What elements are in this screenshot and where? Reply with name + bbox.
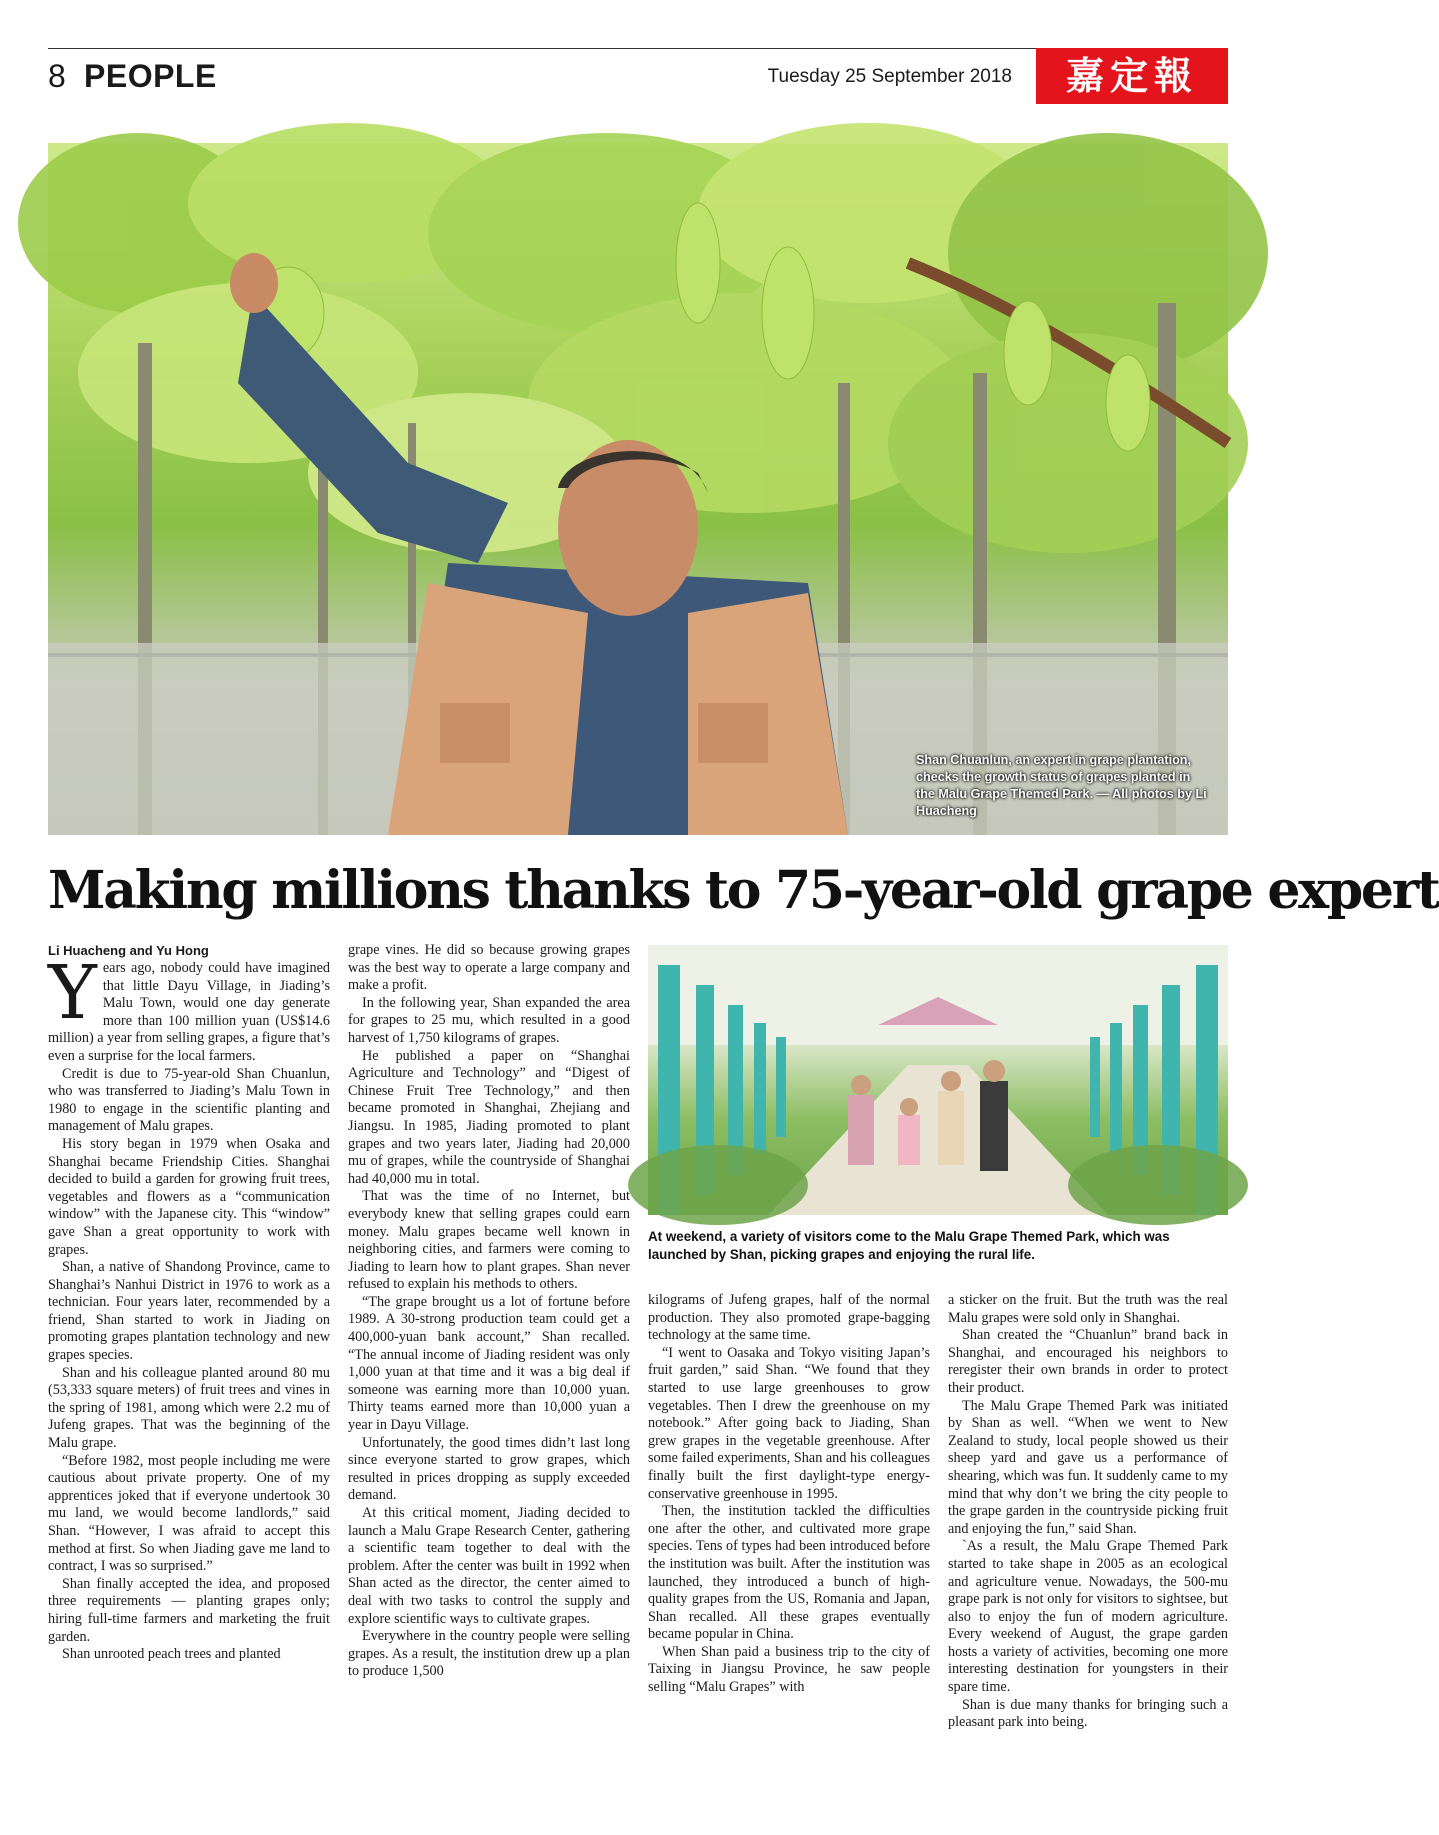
issue-date: Tuesday 25 September 2018 (767, 66, 1012, 87)
article-paragraph: a sticker on the fruit. But the truth was the real Malu grapes were sold only in Shanghai. (948, 1292, 1228, 1326)
article-paragraph: The Malu Grape Themed Park was initiated by Shan as well. “When we went to New Zealand to study, local people showed us their sheep yard and gave us a performance of shearing, which was fun. It suddenly came to my mind that why don’t we bring the city people to the grape garden in the countryside picking fruit and enjoying the fun,” said Shan. (948, 1397, 1228, 1537)
article-paragraph: Credit is due to 75-year-old Shan Chuanlun, who was transferred to Jiading’s Malu Town in 1980 to engage in the scientific planting and management of Malu grapes. (48, 1065, 330, 1135)
article-paragraph: kilograms of Jufeng grapes, half of the normal production. They also promoted grape-bagging technology at the same time. (648, 1292, 930, 1344)
article-paragraph: That was the time of no Internet, but everybody knew that selling grapes could earn money. Malu grapes became well known in neighboring cities, and farmers were coming to Jiading to learn how to plant grapes. Shan never refused to explain his methods to others. (348, 1188, 630, 1293)
article-column-3 (648, 1292, 930, 1697)
article-paragraph: “The grape brought us a lot of fortune before 1989. A 30-strong production team could get a 400,000-yuan bank account,” Shan recalled. “The annual income of Jiading resident was only 1,000 yuan at that time and it was a big deal if someone was earning more than 10,000 yuan. Thirty teams earned more than 10,000 yuan a year in Dayu Village. (348, 1293, 630, 1434)
drop-cap: Y (48, 950, 97, 1036)
article-paragraph: In the following year, Shan expanded the area for grapes to 25 mu, which resulted in a good harvest of 1,750 kilograms of grapes. (348, 994, 630, 1046)
page-number: 8 (48, 58, 66, 94)
article-paragraph: Shan created the “Chuanlun” brand back in Shanghai, and encouraged his neighbors to reregister their own brands in order to protect their product. (948, 1327, 1228, 1396)
article-paragraph: He published a paper on “Shanghai Agriculture and Technology” and “Digest of Chinese Fruit Tree Technology,” and then became promoted in Shanghai, Zhejiang and Jiangsu. In 1985, Jiading promoted to plant grapes and two years later, Jiading had 20,000 mu of grapes, while the countryside of Shanghai had 40,000 mu in total. (348, 1047, 630, 1187)
section-title: PEOPLE (84, 58, 217, 94)
article-paragraph: Shan finally accepted the idea, and proposed three requirements — planting grapes only; hiring full-time farmers and marketing the fruit garden. (48, 1575, 330, 1645)
byline: Li Huacheng and Yu Hong (48, 943, 209, 958)
park-photo-illustration (648, 945, 1228, 1215)
park-photo-caption: At weekend, a variety of visitors come to the Malu Grape Themed Park, which was launched by Shan, picking grapes and enjoying the rural life. (648, 1229, 1170, 1262)
hero-photo-illustration (48, 143, 1228, 835)
article-paragraph: Then, the institution tackled the difficulties one after the other, and cultivated more grape species. Tens of types had been introduced before the institution was built. After the institution was launched, they introduced a bunch of high-quality grapes from the US, Romania and Japan, Shan recalled. All these grapes eventually became popular in China. (648, 1503, 930, 1643)
article-column-1 (48, 942, 330, 1664)
article-column-4 (948, 1292, 1228, 1732)
article-paragraph: “Before 1982, most people including me were cautious about private property. One of my apprentices joked that if everyone undertook 30 mu land, we would become landlords,” said Shan. “However, I was afraid to accept this method at first. So when Jiading gave me land to contract, I was so surprised.” (48, 1452, 330, 1575)
article-paragraph: When Shan paid a business trip to the city of Taixing in Jiangsu Province, he saw people selling “Malu Grapes” with (648, 1643, 930, 1696)
newspaper-logo: 嘉定報 (1036, 48, 1228, 104)
article-paragraph: Shan and his colleague planted around 80 mu (53,333 square meters) of fruit trees and vines in the spring of 1981, among which were 2.2 mu of Jufeng grapes. That was the beginning of the Malu grape. (48, 1364, 330, 1452)
article-paragraph: Shan, a native of Shandong Province, came to Shanghai’s Nanhui District in 1976 to work as a technician. Four years later, recommended by a friend, Shan started to work in Jiading on promoting grapes plantation technology and new grapes species. (48, 1259, 330, 1364)
article-paragraph: His story began in 1979 when Osaka and Shanghai became Friendship Cities. Shanghai decided to build a garden for growing fruit trees, vegetables and flowers as a “communication window” with the Japanese city. This “window” gave Shan a great opportunity to work with grapes. (48, 1135, 330, 1258)
park-visitors-photo (648, 945, 1228, 1215)
article-paragraph: Shan is due many thanks for bringing such a pleasant park into being. (948, 1696, 1228, 1731)
article-paragraph: Everywhere in the country people were selling grapes. As a result, the institution drew up a plan to produce 1,500 (348, 1628, 630, 1680)
hero-photo (48, 143, 1228, 835)
article-paragraph: “I went to Oasaka and Tokyo visiting Japan’s fruit garden,” said Shan. “We found that they started to use large greenhouses to grow vegetables. Then I drew the greenhouse on my notebook.” After going back to Jiading, Shan grew grapes in the vegetable greenhouse. After some failed experiments, Shan and his colleagues finally built the first daylight-type energy-conservative greenhouse in 1995. (648, 1344, 930, 1502)
article-paragraph: Years ago, nobody could have imagined that little Dayu Village, in Jiading’s Malu Town, would one day generate more than 100 million yuan (US$14.6 million) a year from selling grapes, a figure that’s even a surprise for the local farmers. (48, 950, 330, 1064)
article-paragraph: Unfortunately, the good times didn’t last long since everyone started to grow grapes, which resulted in prices dropping as supply exceeded demand. (348, 1434, 630, 1504)
article-paragraph: grape vines. He did so because growing grapes was the best way to operate a large company and make a profit. (348, 942, 630, 994)
hero-photo-caption: Shan Chuanlun, an expert in grape plantation, checks the growth status of grapes planted in the Malu Grape Themed Park. — All photos by Li Huacheng (916, 753, 1207, 818)
article-headline: Making millions thanks to 75-year-old grape expert (48, 860, 1439, 921)
article-paragraph: `As a result, the Malu Grape Themed Park started to take shape in 2005 as an ecological and agriculture venue. Nowadays, the 500-mu grape park is not only for visitors to sightsee, but also to enjoy the fun of modern agriculture. Every weekend of August, the grape garden hosts a variety of activities, becoming one more interesting destination for youngsters in their spare time. (948, 1538, 1228, 1696)
article-paragraph: At this critical moment, Jiading decided to launch a Malu Grape Research Center, gathering a scientific team together to deal with the problem. After the center was built in 1992 when Shan acted as the director, the center aimed to deal with two tasks to control the supply and explore scientific ways to cultivate grapes. (348, 1505, 630, 1627)
article-paragraph: Shan unrooted peach trees and planted (62, 1646, 281, 1663)
article-column-2 (348, 942, 630, 1681)
